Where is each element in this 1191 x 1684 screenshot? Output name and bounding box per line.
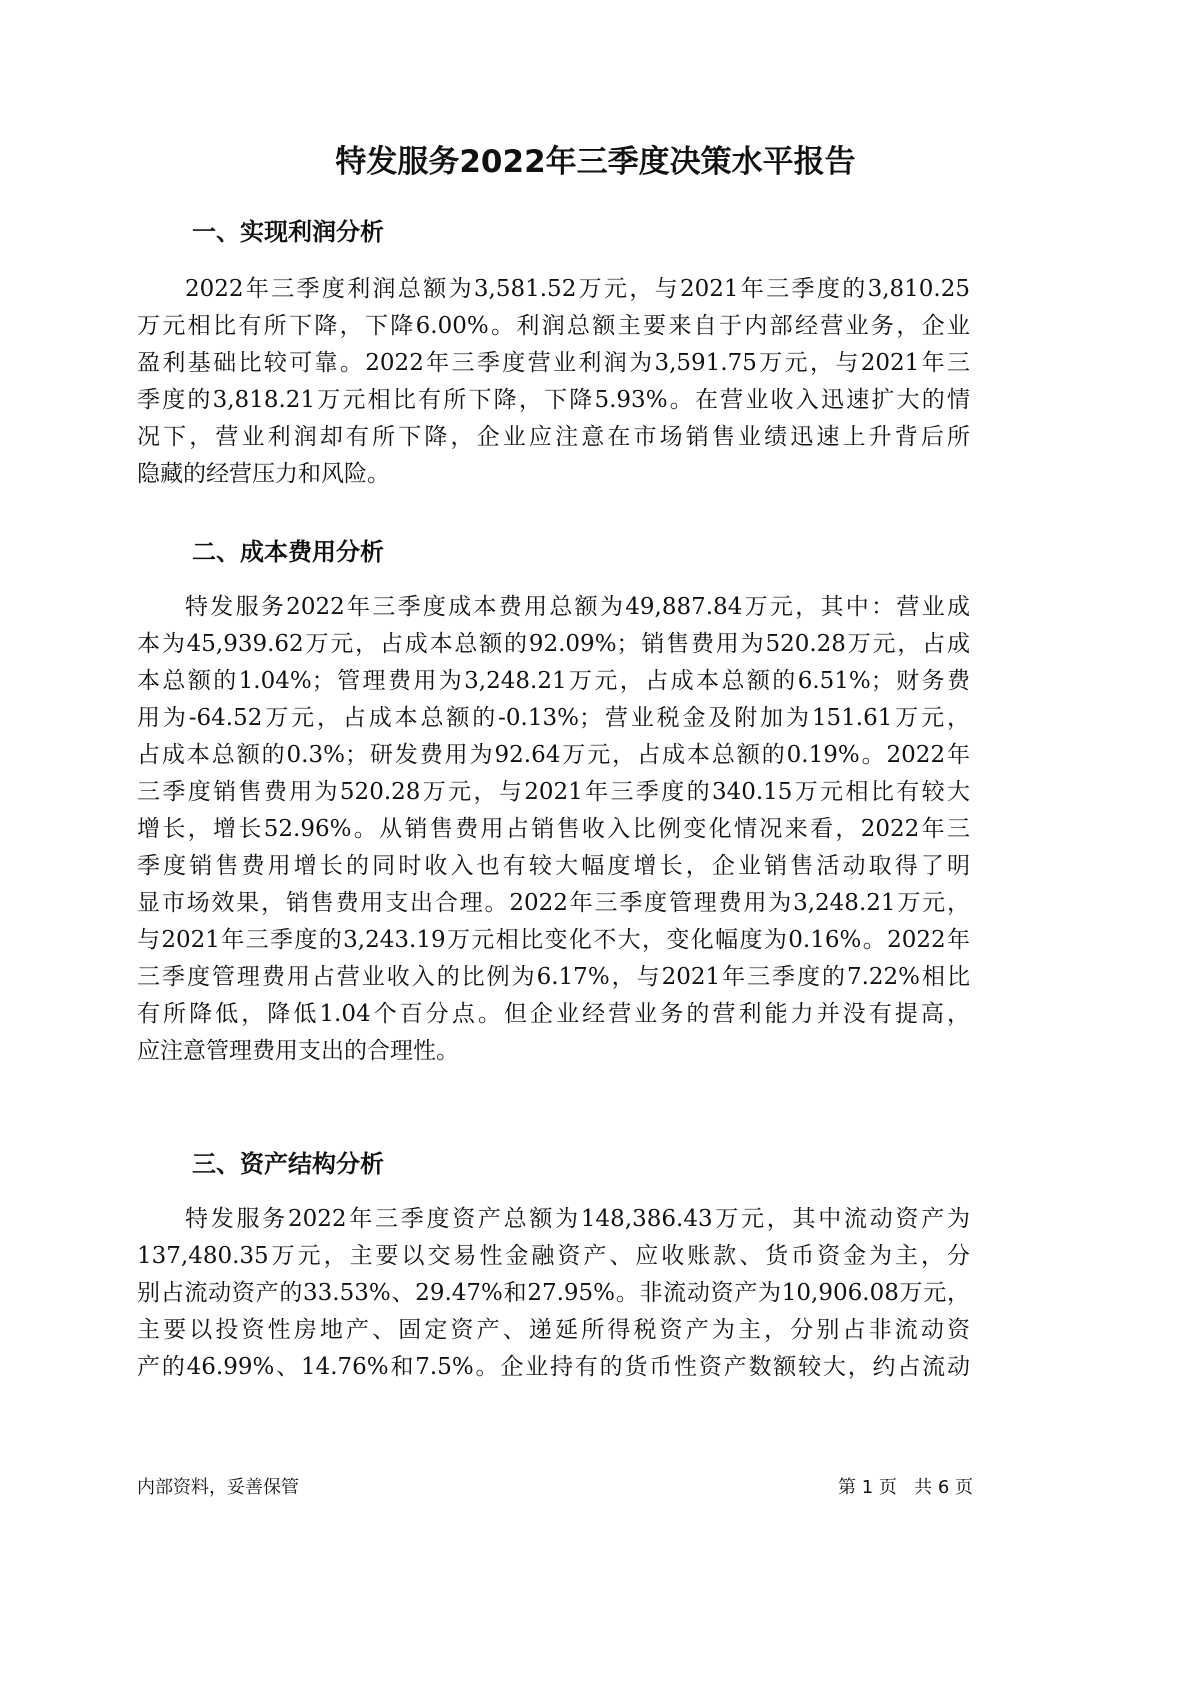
text-line: 盈利基础比较可靠。2022年三季度营业利润为3,591.75万元，与2021年三 (137, 350, 970, 376)
text-line: 季度的3,818.21万元相比有所下降，下降5.93%。在营业收入迅速扩大的情 (137, 387, 970, 413)
text-line: 况下，营业利润却有所下降，企业应注意在市场销售业绩迅速上升背后所 (137, 424, 970, 450)
text-line: 本总额的1.04%；管理费用为3,248.21万元，占成本总额的6.51%；财务费 (137, 668, 970, 694)
paragraph-assets (137, 1201, 970, 1386)
text-line: 主要以投资性房地产、固定资产、递延所得税资产为主，分别占非流动资 (137, 1317, 970, 1343)
section-heading-cost: 二、成本费用分析 (192, 538, 384, 566)
text-line: 别占流动资产的33.53%、29.47%和27.95%。非流动资产为10,906.08万元， (137, 1280, 970, 1306)
text-line: 2022年三季度利润总额为3,581.52万元，与2021年三季度的3,810.25 (185, 276, 970, 302)
text-line: 特发服务2022年三季度资产总额为148,386.43万元，其中流动资产为 (185, 1206, 970, 1232)
text-line: 本为45,939.62万元，占成本总额的92.09%；销售费用为520.28万元，占成 (137, 631, 970, 657)
paragraph-cost (137, 589, 970, 1070)
text-line: 三季度销售费用为520.28万元，与2021年三季度的340.15万元相比有较大 (137, 779, 970, 805)
document-title: 特发服务2022年三季度决策水平报告 (335, 144, 856, 180)
text-line: 隐藏的经营压力和风险。 (137, 461, 390, 487)
text-line: 三季度管理费用占营业收入的比例为6.17%，与2021年三季度的7.22%相比 (137, 964, 970, 990)
section-heading-profit: 一、实现利润分析 (192, 218, 384, 246)
paragraph-profit (137, 271, 970, 493)
footer-page-number: 第 1 页 共 6 页 (838, 1477, 973, 1498)
text-line: 应注意管理费用支出的合理性。 (137, 1038, 459, 1064)
text-line: 产的46.99%、14.76%和7.5%。企业持有的货币性资产数额较大，约占流动 (137, 1354, 970, 1380)
text-line: 显市场效果，销售费用支出合理。2022年三季度管理费用为3,248.21万元， (137, 890, 970, 916)
text-line: 137,480.35万元，主要以交易性金融资产、应收账款、货币资金为主，分 (137, 1243, 970, 1269)
text-line: 增长，增长52.96%。从销售费用占销售收入比例变化情况来看，2022年三 (137, 816, 970, 842)
text-line: 与2021年三季度的3,243.19万元相比变化不大，变化幅度为0.16%。2022年 (137, 927, 970, 953)
text-line: 万元相比有所下降，下降6.00%。利润总额主要来自于内部经营业务，企业 (137, 313, 970, 339)
text-line: 用为-64.52万元，占成本总额的-0.13%；营业税金及附加为151.61万元， (137, 705, 970, 731)
text-line: 特发服务2022年三季度成本费用总额为49,887.84万元，其中：营业成 (185, 594, 970, 620)
text-line: 季度销售费用增长的同时收入也有较大幅度增长，企业销售活动取得了明 (137, 853, 970, 879)
text-line: 占成本总额的0.3%；研发费用为92.64万元，占成本总额的0.19%。2022年 (137, 742, 970, 768)
footer-confidential-note: 内部资料，妥善保管 (137, 1477, 299, 1498)
text-line: 有所降低，降低1.04个百分点。但企业经营业务的营利能力并没有提高， (137, 1001, 970, 1027)
section-heading-assets: 三、资产结构分析 (192, 1150, 384, 1178)
